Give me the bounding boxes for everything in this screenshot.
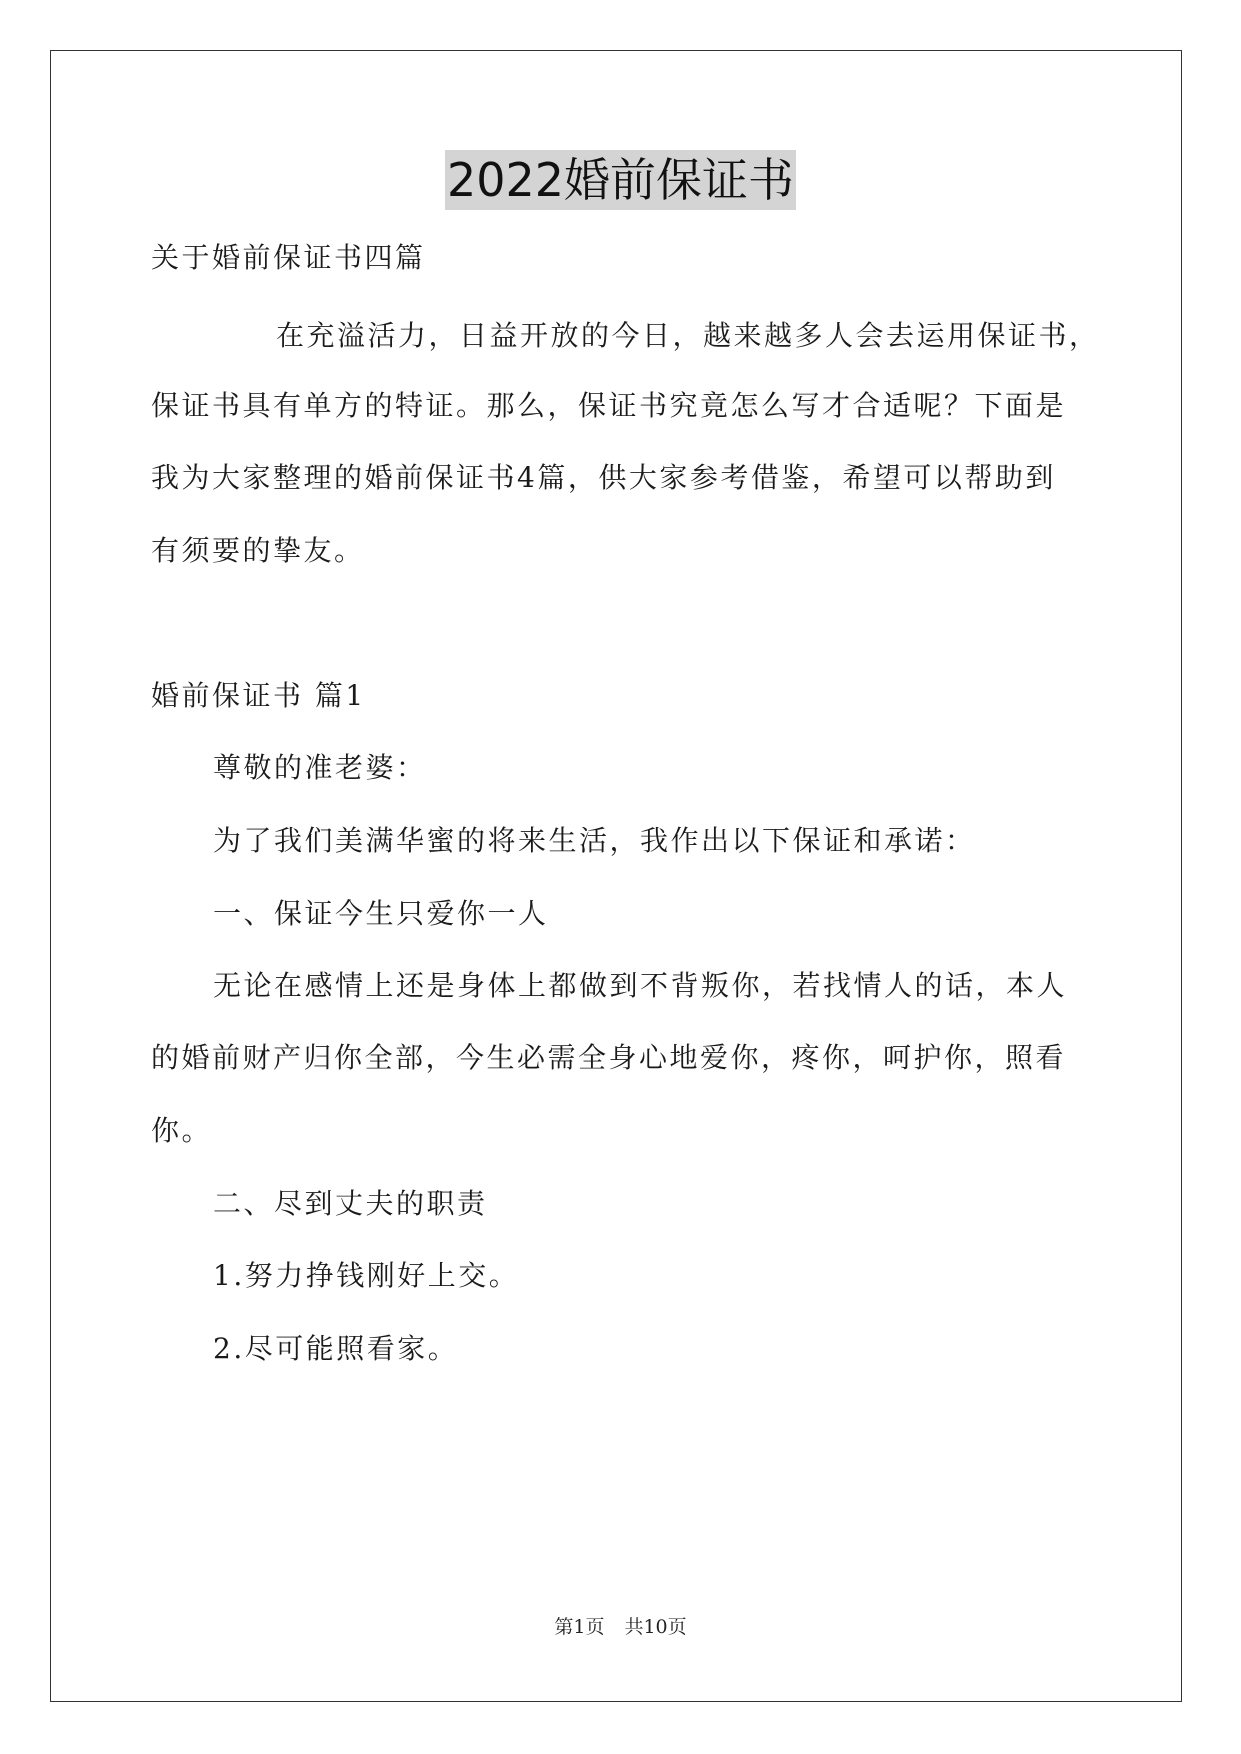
point2-heading: 二、尽到丈夫的职责 bbox=[213, 1187, 488, 1220]
document-subtitle: 关于婚前保证书四篇 bbox=[151, 241, 426, 274]
intro-line-2: 保证书具有单方的特证。那么，保证书究竟怎么写才合适呢？下面是 bbox=[151, 389, 1067, 422]
salutation: 尊敬的准老婆： bbox=[213, 751, 427, 784]
page-total: 共10页 bbox=[624, 1616, 687, 1638]
page-border bbox=[50, 50, 1182, 1702]
point1-line-1: 无论在感情上还是身体上都做到不背叛你，若找情人的话，本人 bbox=[213, 969, 1068, 1002]
page-footer bbox=[0, 1615, 1241, 1639]
point1-line-3: 你。 bbox=[151, 1114, 213, 1147]
intro-line-4: 有须要的挚友。 bbox=[151, 534, 365, 567]
section-heading: 婚前保证书 篇1 bbox=[151, 679, 366, 712]
point2-item-2: 2.尽可能照看家。 bbox=[213, 1332, 459, 1365]
intro-line-1: 在充溢活力，日益开放的今日，越来越多人会去运用保证书， bbox=[276, 319, 1100, 352]
page-number: 第1页 bbox=[554, 1616, 605, 1638]
document-title: 2022婚前保证书 bbox=[445, 150, 796, 210]
point1-line-2: 的婚前财产归你全部，今生必需全身心地爱你，疼你，呵护你，照看 bbox=[151, 1041, 1067, 1074]
preface: 为了我们美满华蜜的将来生活，我作出以下保证和承诺： bbox=[213, 824, 976, 857]
title-container bbox=[0, 150, 1241, 210]
point2-item-1: 1.努力挣钱刚好上交。 bbox=[213, 1259, 520, 1292]
intro-line-3: 我为大家整理的婚前保证书4篇，供大家参考借鉴，希望可以帮助到 bbox=[151, 461, 1056, 494]
point1-heading: 一、保证今生只爱你一人 bbox=[213, 897, 549, 930]
